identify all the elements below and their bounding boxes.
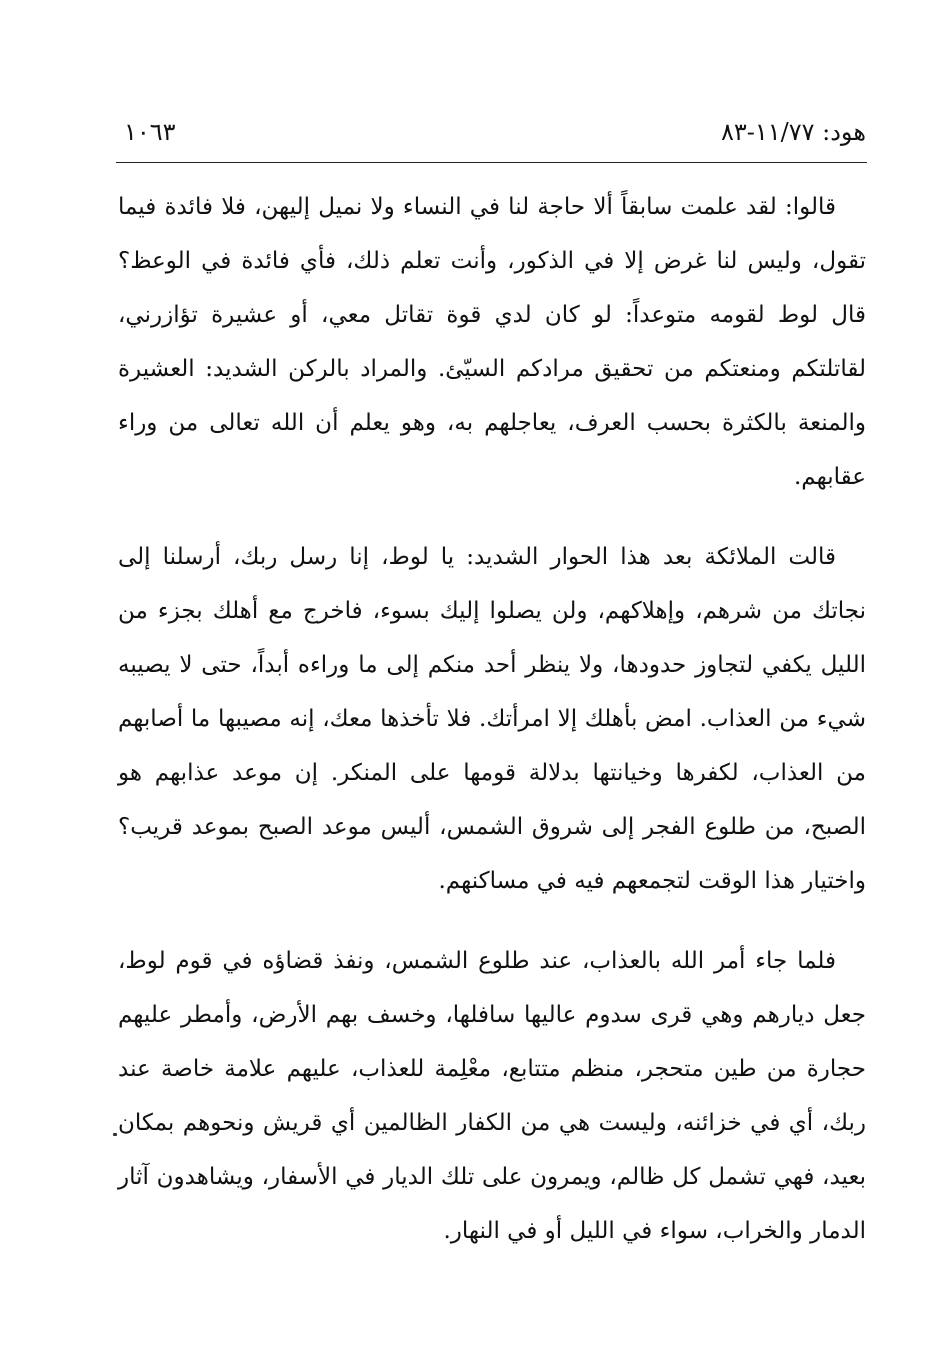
- page-number: ١٠٦٣: [124, 118, 176, 146]
- running-header: [118, 118, 866, 158]
- surah-reference: هود: ١١/٧٧-٨٣: [720, 118, 866, 146]
- paragraph-3: فلما جاء أمر الله بالعذاب، عند طلوع الشمس، ونفذ قضاؤه في قوم لوط، جعل ديارهم وهي قرى سدوم عاليها سافلها، وخسف بهم الأرض، وأمطر عليهم حجارة من طين متحجر، منظم متتابع، معْلِمة للعذاب، عليهم علامة خاصة عند ربك، أي في خزائنه، وليست هي من الكفار الظالمين أي قريش ونحوهم بمكان بعيد، فهي تشمل كل ظالم، ويمرون على تلك الديار في الأسفار، ويشاهدون آثار الدمار والخراب، سواء في الليل أو في النهار.: [118, 948, 866, 1244]
- page-body: [118, 180, 866, 1284]
- scan-speck: [113, 1133, 117, 1136]
- paragraph-2: قالت الملائكة بعد هذا الحوار الشديد: يا لوط، إنا رسل ربك، أرسلنا إلى نجاتك من شرهم، وإهلاكهم، ولن يصلوا إليك بسوء، فاخرج مع أهلك بجزء من الليل يكفي لتجاوز حدودها، ولا ينظر أحد منكم إلى ما وراءه أبداً، حتى لا يصيبه شيء من العذاب. امض بأهلك إلا امرأتك. فلا تأخذها معك، إنه مصيبها ما أصابهم من العذاب، لكفرها وخيانتها بدلالة قومها على المنكر. إن موعد عذابهم هو الصبح، من طلوع الفجر إلى شروق الشمس، أليس موعد الصبح بموعد قريب؟ واختيار هذا الوقت لتجمعهم فيه في مساكنهم.: [118, 544, 866, 894]
- paragraph-1: قالوا: لقد علمت سابقاً ألا حاجة لنا في النساء ولا نميل إليهن، فلا فائدة فيما تقول، وليس لنا غرض إلا في الذكور، وأنت تعلم ذلك، فأي فائدة في الوعظ؟ قال لوط لقومه متوعداً: لو كان لدي قوة تقاتل معي، أو عشيرة تؤازرني، لقاتلتكم ومنعتكم من تحقيق مرادكم السيّئ. والمراد بالركن الشديد: العشيرة والمنعة بالكثرة بحسب العرف، يعاجلهم به، وهو يعلم أن الله تعالى من وراء عقابهم.: [118, 194, 866, 490]
- header-divider: [116, 162, 867, 163]
